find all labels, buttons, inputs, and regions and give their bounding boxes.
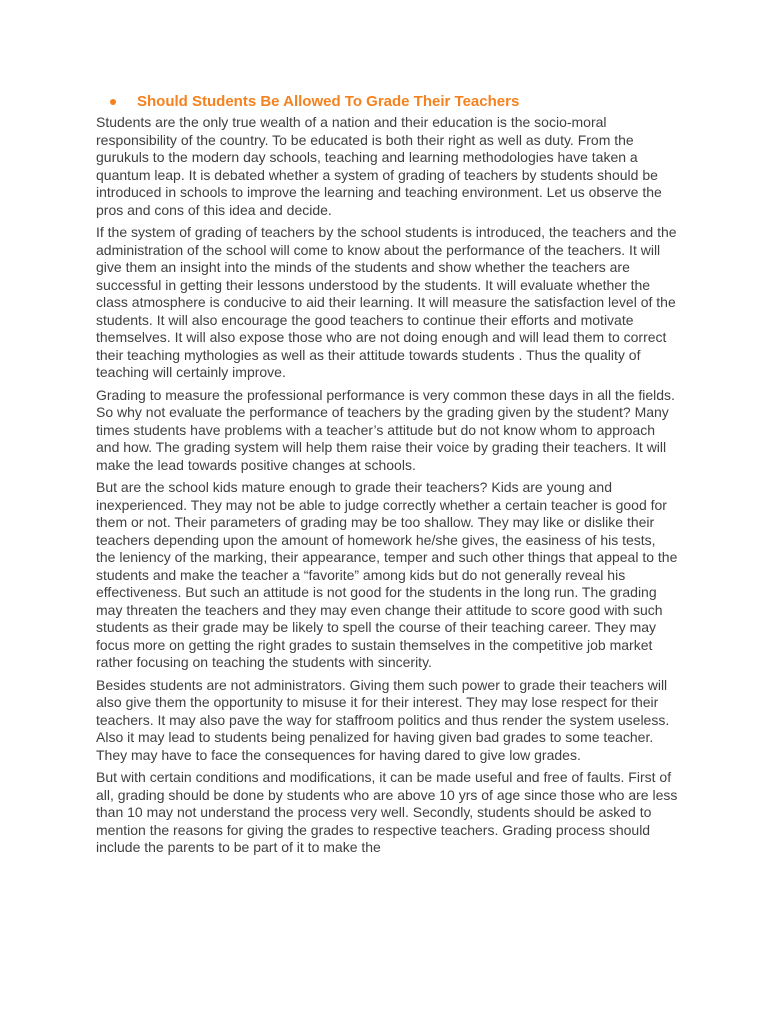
paragraph-administrators: Besides students are not administrators. Giving them such power to grade their teachers will also give them the opportunity to misuse it for their interest. They may lose respect for their teachers. It may also pave the way for staffroom politics and thus render the system useless. Also it may lead to students being penalized for having given bad grades to some teacher. They may have to face the consequences for having dared to give low grades. (96, 676, 670, 763)
bullet-icon (110, 99, 116, 105)
paragraph-conditions: But with certain conditions and modifications, it can be made useful and free of faults. First of all, grading should be done by students who are above 10 yrs of age since those who are less than 10 may not understand the process very well. Secondly, students should be asked to mention the reasons for giving the grades to respective teachers. Grading process should include the parents to be part of it to make the (96, 769, 678, 855)
paragraph-intro: Students are the only true wealth of a nation and their education is the socio-moral responsibility of the country. To be educated is both their right as well as duty. From the gurukuls to the modern day schools, teaching and learning methodologies have taken a quantum leap. It is debated whether a system of grading of teachers by students should be introduced in schools to improve the learning and teaching environment. Let us observe the pros and cons of this idea and decide. (96, 114, 662, 218)
paragraph-grading-common: Grading to measure the professional performance is very common these days in all the fields. So why not evaluate the performance of teachers by the grading given by the student? Many times students have problems with a teacher’s attitude but do not know whom to approach and how. The grading system will help them raise their voice by grading their teachers. It will make the lead towards positive changes at schools. (96, 386, 675, 473)
heading-row (110, 92, 678, 112)
document-heading: Should Students Be Allowed To Grade Their Teachers (137, 93, 520, 110)
paragraph-maturity: But are the school kids mature enough to grade their teachers? Kids are young and inexperienced. They may not be able to judge correctly whether a certain teacher is good for them or not. Their parameters of grading may be too shallow. They may like or dislike their teachers depending upon the amount of homework he/she gives, the easiness of his tests, the leniency of the marking, their appearance, temper and such other things that appeal to the students and make the teacher a “favorite” among kids but do not generally reveal his effectiveness. But such an attitude is not good for the students in the long run. The grading may threaten the teachers and they may even change their attitude to score good with such students as their grade may be likely to spell the course of their teaching career. They may focus more on getting the right grades to sustain themselves in the competitive job market rather focusing on teaching the students with sincerity. (96, 479, 678, 670)
paragraph-pros: If the system of grading of teachers by the school students is introduced, the teachers and the administration of the school will come to know about the performance of the teachers. It will give them an insight into the minds of the students and show whether the teachers are successful in getting their lessons understood by the students. It will evaluate whether the class atmosphere is conducive to aid their learning. It will measure the satisfaction level of the students. It will also encourage the good teachers to continue their efforts and motivate themselves. It will also expose those who are not doing enough and will lead them to correct their teaching mythologies as well as their attitude towards students . Thus the quality of teaching will certainly improve. (96, 224, 677, 380)
